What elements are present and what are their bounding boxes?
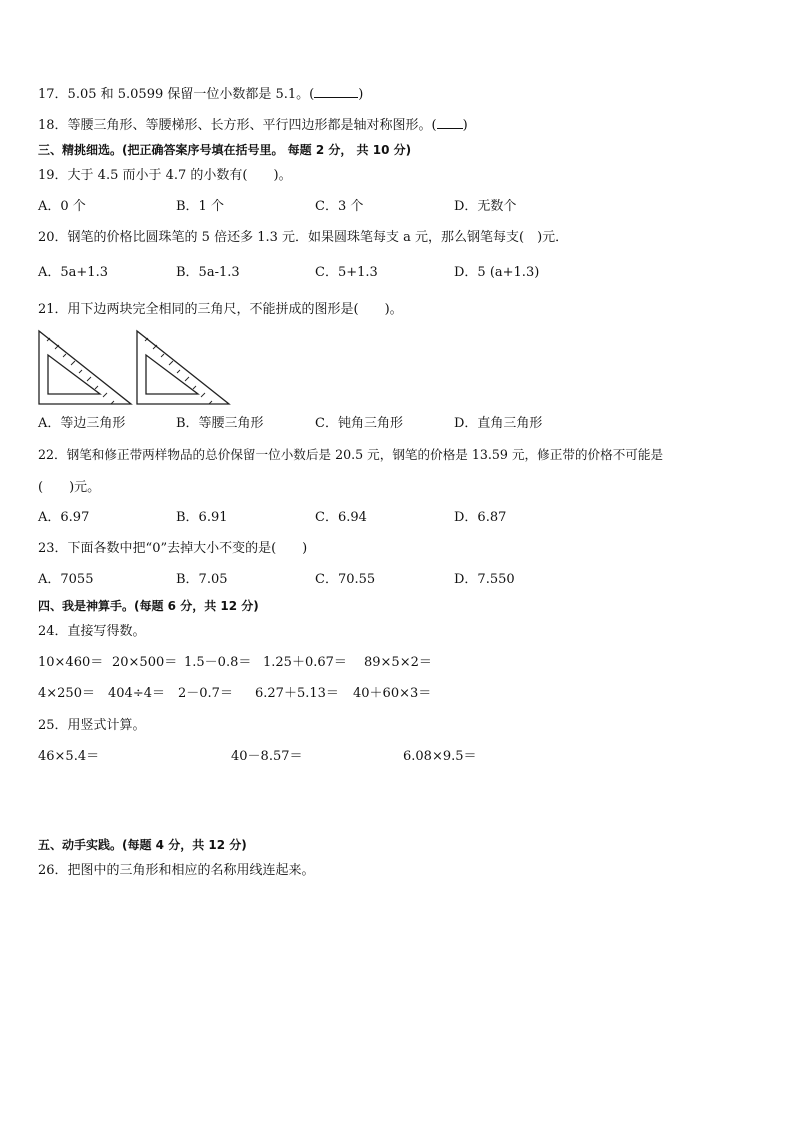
q24-item: 1.5－0.8＝ [184, 655, 252, 670]
q21-option-b[interactable]: B．等腰三角形 [176, 416, 264, 431]
q19-option-c[interactable]: C．3 个 [315, 199, 364, 214]
question-17 [38, 85, 363, 103]
question-24-stem: 24．直接写得数。 [38, 624, 146, 639]
question-22-stem: 22．钢笔和修正带两样物品的总价保留一位小数后是 20.5 元，钢笔的价格是 13.59 元，修正带的价格不可能是 [38, 447, 664, 462]
set-square-right [137, 331, 229, 404]
answer-blank[interactable] [314, 85, 358, 98]
section-4-heading: 四、我是神算手。(每题 6 分，共 12 分) [38, 599, 259, 613]
q22-option-a[interactable]: A．6.97 [38, 510, 90, 525]
question-18-text: 18．等腰三角形、等腰梯形、长方形、平行四边形都是轴对称图形。( [38, 118, 437, 133]
q20-option-c[interactable]: C．5+1.3 [315, 265, 378, 280]
q24-item: 404÷4＝ [108, 686, 165, 701]
q25-item: 46×5.4＝ [38, 749, 100, 764]
q25-item: 40－8.57＝ [231, 749, 303, 764]
question-20-stem: 20．钢笔的价格比圆珠笔的 5 倍还多 1.3 元．如果圆珠笔每支 a 元，那么钢笔每支( )元． [38, 230, 569, 245]
question-22-stem-cont: ( )元。 [38, 480, 101, 495]
question-18 [38, 116, 468, 134]
question-19-stem: 19．大于 4.5 而小于 4.7 的小数有( )。 [38, 168, 292, 183]
q20-option-b[interactable]: B．5a-1.3 [176, 265, 240, 280]
q22-option-d[interactable]: D．6.87 [454, 510, 507, 525]
section-5-heading: 五、动手实践。(每题 4 分，共 12 分) [38, 838, 247, 852]
q23-option-a[interactable]: A．7055 [38, 572, 94, 587]
q25-item: 6.08×9.5＝ [403, 749, 477, 764]
q19-option-d[interactable]: D．无数个 [454, 199, 517, 214]
question-26-stem: 26．把图中的三角形和相应的名称用线连起来。 [38, 863, 315, 878]
q19-option-a[interactable]: A．0 个 [38, 199, 86, 214]
q24-item: 2－0.7＝ [178, 686, 233, 701]
q24-item: 20×500＝ [112, 655, 178, 670]
q23-option-c[interactable]: C．70.55 [315, 572, 376, 587]
question-17-close: ) [358, 87, 364, 102]
question-21-stem: 21．用下边两块完全相同的三角尺，不能拼成的图形是( )。 [38, 302, 403, 317]
q20-option-a[interactable]: A．5a+1.3 [38, 265, 108, 280]
q21-option-a[interactable]: A．等边三角形 [38, 416, 126, 431]
set-square-left [39, 331, 131, 404]
q24-item: 10×460＝ [38, 655, 104, 670]
question-18-close: ) [462, 118, 468, 133]
q21-option-c[interactable]: C．钝角三角形 [315, 416, 403, 431]
q23-option-b[interactable]: B．7.05 [176, 572, 228, 587]
q24-item: 6.27＋5.13＝ [255, 686, 339, 701]
answer-blank[interactable] [437, 116, 463, 129]
q22-option-b[interactable]: B．6.91 [176, 510, 228, 525]
q22-option-c[interactable]: C．6.94 [315, 510, 367, 525]
set-squares-svg [38, 329, 233, 405]
question-17-text: 17．5.05 和 5.0599 保留一位小数都是 5.1。( [38, 87, 315, 102]
q23-option-d[interactable]: D．7.550 [454, 572, 515, 587]
question-23-stem: 23．下面各数中把“0”去掉大小不变的是( ) [38, 541, 308, 556]
section-3-heading: 三、精挑细选。(把正确答案序号填在括号里。 每题 2 分， 共 10 分) [38, 143, 412, 157]
q21-option-d[interactable]: D．直角三角形 [454, 416, 543, 431]
q24-item: 89×5×2＝ [364, 655, 432, 670]
q20-option-d[interactable]: D．5 (a+1.3) [454, 265, 540, 280]
set-squares-figure [38, 329, 233, 405]
question-25-stem: 25．用竖式计算。 [38, 718, 146, 733]
q24-item: 1.25＋0.67＝ [263, 655, 347, 670]
q24-item: 4×250＝ [38, 686, 95, 701]
q19-option-b[interactable]: B．1 个 [176, 199, 224, 214]
q24-item: 40＋60×3＝ [353, 686, 432, 701]
